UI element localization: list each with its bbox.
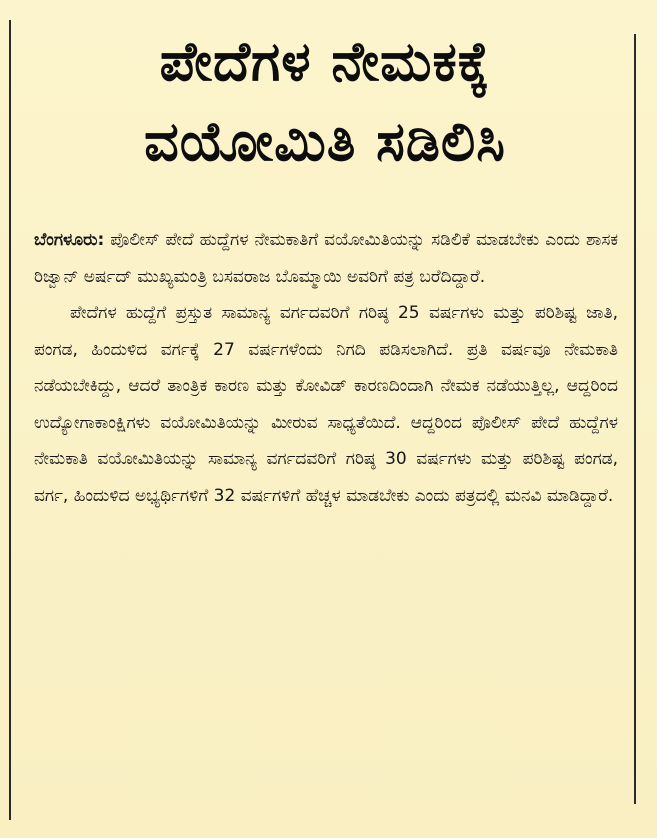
paragraph-1	[34, 222, 618, 295]
headline-line-2: ವಯೋಮಿತಿ ಸಡಿಲಿಸಿ	[144, 110, 506, 173]
dateline: ಬೆಂಗಳೂರು:	[34, 230, 105, 250]
paragraph-2: ಪೇದೆಗಳ ಹುದ್ದೆಗೆ ಪ್ರಸ್ತುತ ಸಾಮಾನ್ಯ ವರ್ಗದವರಿಗೆ ಗರಿಷ್ಠ 25 ವರ್ಷಗಳು ಮತ್ತು ಪರಿಶಿಷ್ಟ ಜಾತಿ, ಪಂಗಡ, ಹಿಂದುಳಿದ ವರ್ಗಕ್ಕೆ 27 ವರ್ಷಗಳೆಂದು ನಿಗದಿ ಪಡಿಸಲಾಗಿದೆ. ಪ್ರತಿ ವರ್ಷವೂ ನೇಮಕಾತಿ ನಡೆಯಬೇಕಿದ್ದು, ಆದರೆ ತಾಂತ್ರಿಕ ಕಾರಣ ಮತ್ತು ಕೋವಿಡ್ ಕಾರಣದಿಂದಾಗಿ ನೇಮಕ ನಡೆಯುತ್ತಿಲ್ಲ, ಆದ್ದರಿಂದ ಉದ್ಯೋಗಾಕಾಂಕ್ಷಿಗಳು ವಯೋಮಿತಿಯನ್ನು ಮೀರುವ ಸಾಧ್ಯತೆಯಿದೆ. ಆದ್ದರಿಂದ ಪೊಲೀಸ್ ಪೇದೆ ಹುದ್ದೆಗಳ ನೇಮಕಾತಿ ವಯೋಮಿತಿಯನ್ನು ಸಾಮಾನ್ಯ ವರ್ಗದವರಿಗೆ ಗರಿಷ್ಠ 30 ವರ್ಷಗಳು ಮತ್ತು ಪರಿಶಿಷ್ಟ ಪಂಗಡ, ವರ್ಗ, ಹಿಂದುಳಿದ ಅಭ್ಯರ್ಥಿಗಳಿಗೆ 32 ವರ್ಷಗಳಿಗೆ ಹೆಚ್ಚಳ ಮಾಡಬೇಕು ಎಂದು ಪತ್ರದಲ್ಲಿ ಮನವಿ ಮಾಡಿದ್ದಾರೆ.	[34, 303, 618, 506]
headline-line-1: ಪೇದೆಗಳ ನೇಮಕಕ್ಕೆ	[159, 30, 491, 93]
left-column-rule	[9, 20, 11, 820]
right-column-rule	[634, 34, 636, 804]
article-body	[34, 222, 618, 514]
paragraph-1-text: ಪೊಲೀಸ್ ಪೇದೆ ಹುದ್ದೆಗಳ ನೇಮಕಾತಿಗೆ ವಯೋಮಿತಿಯನ್ನು ಸಡಿಲಿಕೆ ಮಾಡಬೇಕು ಎಂದು ಶಾಸಕ ರಿಜ್ವಾನ್ ಅರ್ಷದ್ ಮುಖ್ಯಮಂತ್ರಿ ಬಸವರಾಜ ಬೊಮ್ಮಾಯಿ ಅವರಿಗೆ ಪತ್ರ ಬರೆದಿದ್ದಾರೆ.	[34, 230, 619, 287]
headline	[30, 22, 620, 182]
